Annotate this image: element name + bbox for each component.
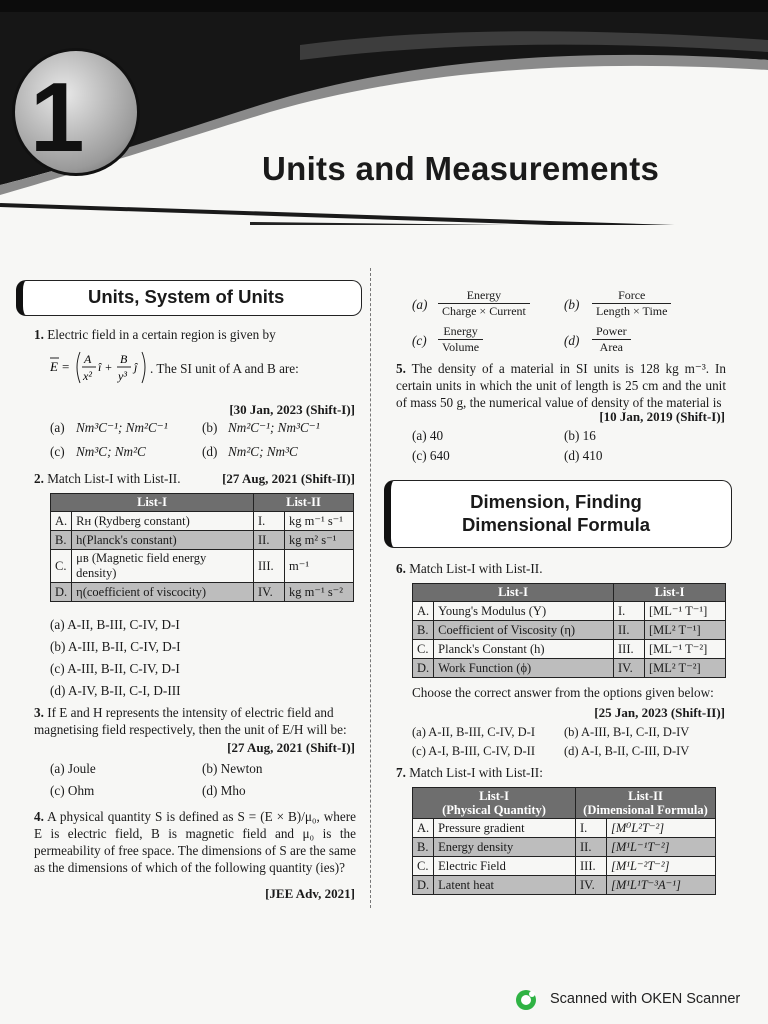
table-row: D. η(coefficient of viscocity) IV. kg m⁻¹ s⁻²: [51, 583, 354, 602]
option-a: Energy Charge × Current: [438, 288, 530, 319]
option-label: (c): [50, 444, 65, 459]
table-row: A. Rн (Rydberg constant) I. kg m⁻¹ s⁻¹: [51, 512, 354, 531]
table-row: B. h(Planck's constant) II. kg m² s⁻¹: [51, 531, 354, 550]
q1-equation: [50, 346, 360, 388]
question-2: [34, 470, 181, 487]
svg-text:y³: y³: [118, 369, 127, 383]
question-text: Match List-I with List-II:: [409, 765, 543, 780]
question-number: 5.: [396, 361, 406, 376]
option-b: (b) A-III, B-I, C-II, D-IV: [564, 725, 690, 739]
q3-options: [50, 761, 350, 805]
question-number: 3.: [34, 705, 44, 720]
question-source: [10 Jan, 2019 (Shift-I)]: [599, 409, 725, 424]
table-row: A. Young's Modulus (Y) I. [ML⁻¹ T⁻¹]: [413, 602, 726, 621]
option-c: Energy Volume: [438, 324, 483, 355]
table-header: List-I: [614, 584, 726, 602]
table-row: B. Coefficient of Viscosity (η) II. [ML² T⁻¹]: [413, 621, 726, 640]
section-heading-line: Dimensional Formula: [461, 514, 651, 535]
question-text: Match List-I with List-II.: [47, 471, 181, 486]
option-b: (b) Newton: [202, 761, 263, 776]
table-row: A. Pressure gradient I. [M⁰L²T⁻²]: [413, 819, 716, 838]
table-row: C. μв (Magnetic field energy density) III. m⁻¹: [51, 550, 354, 583]
question-number: 1.: [34, 327, 44, 342]
section-heading-line: Dimension, Finding: [470, 491, 642, 512]
option-label: (d): [202, 444, 218, 459]
option-c: (c) 640: [412, 448, 450, 463]
table-header: List-II (Dimensional Formula): [576, 788, 716, 819]
svg-text:ĵ: ĵ: [134, 360, 138, 374]
question-text: Electric field in a certain region is given by: [47, 327, 276, 342]
question-6: [396, 560, 543, 577]
scanner-watermark: [514, 988, 764, 1014]
option-b: (b) A-III, B-II, C-IV, D-I: [50, 639, 181, 654]
option-b: Force Length × Time: [592, 288, 671, 319]
question-source: [30 Jan, 2023 (Shift-I)]: [229, 402, 355, 417]
question-text: A physical quantity S is defined as S = (E × B)/μ₀, where E is electric field, B is magnetic field and μ₀ is the permeability of free space. The dimensions of S are the same as the dimensions of which of the following quantity (ies)?: [34, 809, 357, 875]
question-source: [27 Aug, 2021 (Shift-II)]: [222, 471, 355, 486]
equation-graphic: [50, 346, 162, 388]
question-number: 6.: [396, 561, 406, 576]
option-d: (d) A-I, B-II, C-III, D-IV: [564, 744, 690, 758]
table-row: C. Electric Field III. [M¹L⁻²T⁻²]: [413, 857, 716, 876]
chapter-number: 1: [30, 62, 85, 172]
option-d: (d) Mho: [202, 783, 246, 798]
match-table: [412, 787, 716, 895]
match-table: [412, 583, 726, 678]
option-label: (d): [564, 333, 580, 348]
option-a: (a) A-II, B-III, C-IV, D-I: [50, 617, 180, 632]
option-label: (b): [202, 420, 218, 435]
question-source: [25 Jan, 2023 (Shift-II)]: [594, 705, 725, 720]
table-header: List-II: [254, 494, 354, 512]
question-4: [34, 808, 356, 876]
table-header: List-I: [413, 584, 614, 602]
column-divider: [370, 268, 372, 908]
option-a: (a) 40: [412, 428, 444, 443]
q1-options: [50, 420, 360, 464]
option-b: (b) 16: [564, 428, 596, 443]
svg-text:=: =: [62, 359, 70, 374]
option-d: Power Area: [592, 324, 631, 355]
section-heading: [396, 490, 716, 536]
svg-text:A: A: [84, 352, 92, 366]
table-row: C. Planck's Constant (h) III. [ML⁻¹ T⁻²]: [413, 640, 726, 659]
option-d: (d) 410: [564, 448, 603, 463]
table-row: B. Energy density II. [M¹L⁻¹T⁻²]: [413, 838, 716, 857]
option-c: Nm³C; Nm²C: [76, 444, 146, 459]
q6-options: [412, 725, 732, 765]
q5-options: [412, 428, 712, 472]
option-d: Nm²C; Nm³C: [228, 444, 298, 459]
svg-text:x²: x²: [83, 369, 92, 383]
question-1: [34, 326, 356, 343]
scanner-logo-icon: [514, 988, 538, 1012]
svg-text:B: B: [120, 352, 128, 366]
q6-instruction: Choose the correct answer from the options given below:: [412, 685, 714, 700]
question-3: [34, 704, 356, 738]
question-source: [JEE Adv, 2021]: [265, 886, 355, 901]
table-row: D. Latent heat IV. [M¹L¹T⁻³A⁻¹]: [413, 876, 716, 895]
option-a: Nm³C⁻¹; Nm²C⁻¹: [76, 420, 168, 435]
section-heading: Units, System of Units: [88, 286, 285, 307]
table-header: List-I: [51, 494, 254, 512]
equation-text: . The SI unit of A and B are:: [150, 361, 299, 376]
question-number: 2.: [34, 471, 44, 486]
chapter-title: Units and Measurements: [262, 150, 660, 187]
question-7: [396, 764, 543, 781]
option-label: (b): [564, 297, 580, 312]
question-number: 7.: [396, 765, 406, 780]
table-row: D. Work Function (ϕ) IV. [ML² T⁻²]: [413, 659, 726, 678]
option-label: (a): [412, 297, 428, 312]
option-a: (a) Joule: [50, 761, 96, 776]
question-5: [396, 360, 726, 411]
question-text: Match List-I with List-II.: [409, 561, 543, 576]
q4-options: [412, 288, 732, 360]
option-label: (a): [50, 420, 65, 435]
option-a: (a) A-II, B-III, C-IV, D-I: [412, 725, 535, 739]
table-header: List-I (Physical Quantity): [413, 788, 576, 819]
scanner-text: Scanned with OKEN Scanner: [550, 991, 741, 1007]
question-text: The density of a material in SI units is 128 kg m⁻³. In certain units in which the unit of length is 25 cm and the unit of mass 50 g, the numerical value of density of the material is: [396, 361, 726, 410]
option-label: (c): [412, 333, 427, 348]
option-c: (c) Ohm: [50, 783, 95, 798]
svg-text:E: E: [50, 359, 58, 374]
option-b: Nm²C⁻¹; Nm³C⁻¹: [228, 420, 320, 435]
question-number: 4.: [34, 809, 44, 824]
option-d: (d) A-IV, B-II, C-I, D-III: [50, 683, 181, 698]
match-table: [50, 493, 354, 602]
question-source: [27 Aug, 2021 (Shift-I)]: [227, 740, 355, 755]
option-c: (c) A-III, B-II, C-IV, D-I: [50, 661, 180, 676]
question-text: If E and H represents the intensity of electric field and magnetising field respectively, then the unit of E/H will be:: [34, 705, 347, 737]
svg-text:î +: î +: [98, 360, 113, 374]
option-c: (c) A-I, B-III, C-IV, D-II: [412, 744, 535, 758]
q2-options: [50, 614, 181, 702]
